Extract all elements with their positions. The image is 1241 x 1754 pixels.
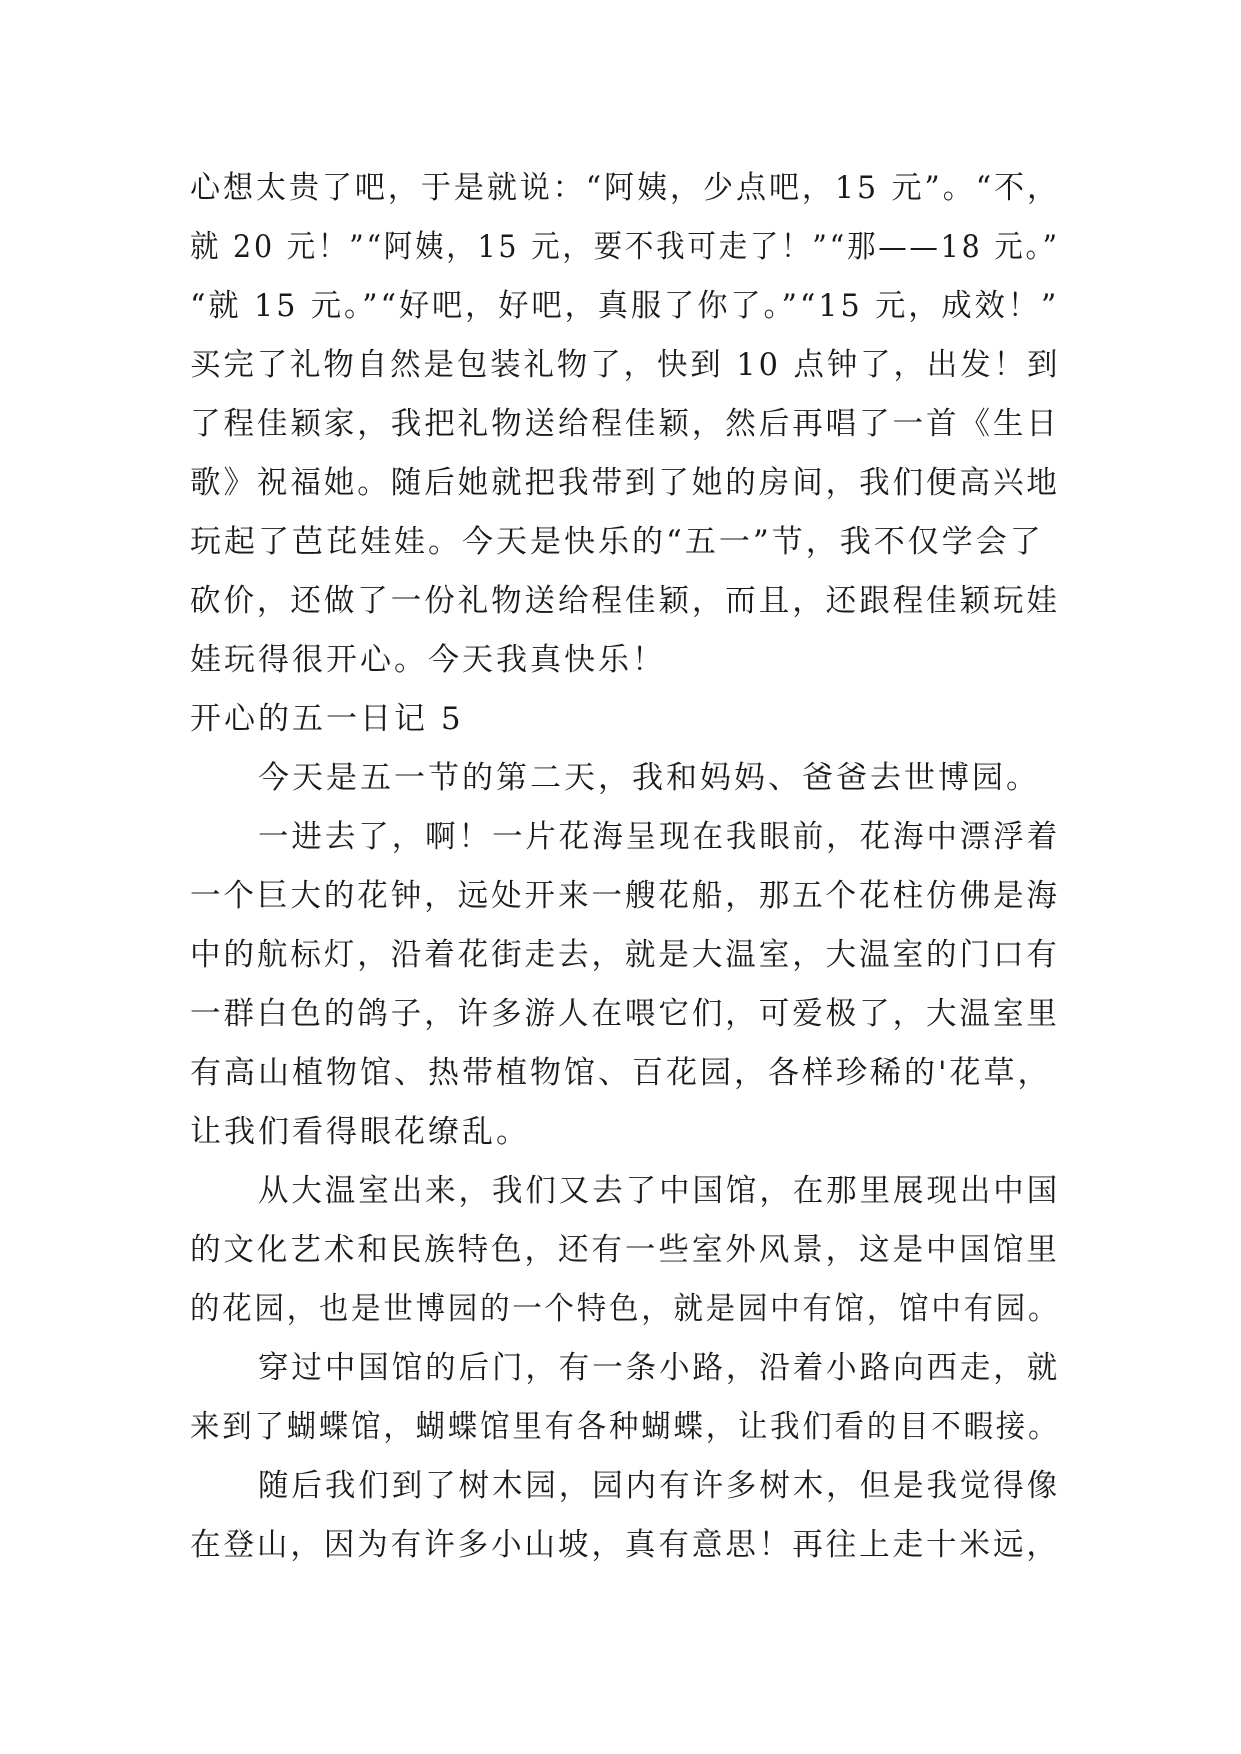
paragraph-first-line: 一进去了，啊！一片花海呈现在我眼前，花海中漂浮着 bbox=[258, 819, 1061, 855]
text-line: 一群白色的鸽子，许多游人在喂它们，可爱极了，大温室里 bbox=[190, 996, 1060, 1032]
text-line: 中的航标灯，沿着花街走去，就是大温室，大温室的门口有 bbox=[190, 937, 1060, 973]
text-line: 歌》祝福她。随后她就把我带到了她的房间，我们便高兴地 bbox=[190, 465, 1060, 501]
text-line: 就 20 元！”“阿姨，15 元，要不我可走了！”“那——18 元。” bbox=[190, 229, 1060, 265]
text-line: 让我们看得眼花缭乱。 bbox=[190, 1114, 530, 1150]
text-line: 砍价，还做了一份礼物送给程佳颖，而且，还跟程佳颖玩娃 bbox=[190, 583, 1060, 619]
paragraph-first-line: 穿过中国馆的后门，有一条小路，沿着小路向西走，就 bbox=[258, 1350, 1061, 1386]
text-line: 来到了蝴蝶馆，蝴蝶馆里有各种蝴蝶，让我们看的目不暇接。 bbox=[190, 1409, 1061, 1445]
text-line: 的文化艺术和民族特色，还有一些室外风景，这是中国馆里 bbox=[190, 1232, 1060, 1268]
text-line: 一个巨大的花钟，远处开来一艘花船，那五个花柱仿佛是海 bbox=[190, 878, 1060, 914]
text-line: “就 15 元。”“好吧，好吧，真服了你了。”“15 元，成效！” bbox=[190, 288, 1060, 324]
paragraph-first-line: 今天是五一节的第二天，我和妈妈、爸爸去世博园。 bbox=[258, 760, 1040, 796]
text-line: 有高山植物馆、热带植物馆、百花园，各样珍稀的'花草， bbox=[190, 1055, 1052, 1091]
section-heading: 开心的五一日记 5 bbox=[190, 701, 464, 737]
text-line: 买完了礼物自然是包装礼物了，快到 10 点钟了，出发！到 bbox=[190, 347, 1061, 383]
text-line: 在登山，因为有许多小山坡，真有意思！再往上走十米远， bbox=[190, 1527, 1060, 1563]
paragraph-first-line: 随后我们到了树木园，园内有许多树木，但是我觉得像 bbox=[258, 1468, 1061, 1504]
text-line: 心想太贵了吧，于是就说：“阿姨，少点吧，15 元”。“不， bbox=[190, 170, 1060, 206]
text-line: 了程佳颖家，我把礼物送给程佳颖，然后再唱了一首《生日 bbox=[190, 406, 1060, 442]
text-line: 玩起了芭芘娃娃。今天是快乐的“五一”节，我不仅学会了 bbox=[190, 524, 1044, 560]
text-line: 娃玩得很开心。今天我真快乐！ bbox=[190, 642, 666, 678]
text-line: 的花园，也是世博园的一个特色，就是园中有馆，馆中有园。 bbox=[190, 1291, 1061, 1327]
paragraph-first-line: 从大温室出来，我们又去了中国馆，在那里展现出中国 bbox=[258, 1173, 1061, 1209]
